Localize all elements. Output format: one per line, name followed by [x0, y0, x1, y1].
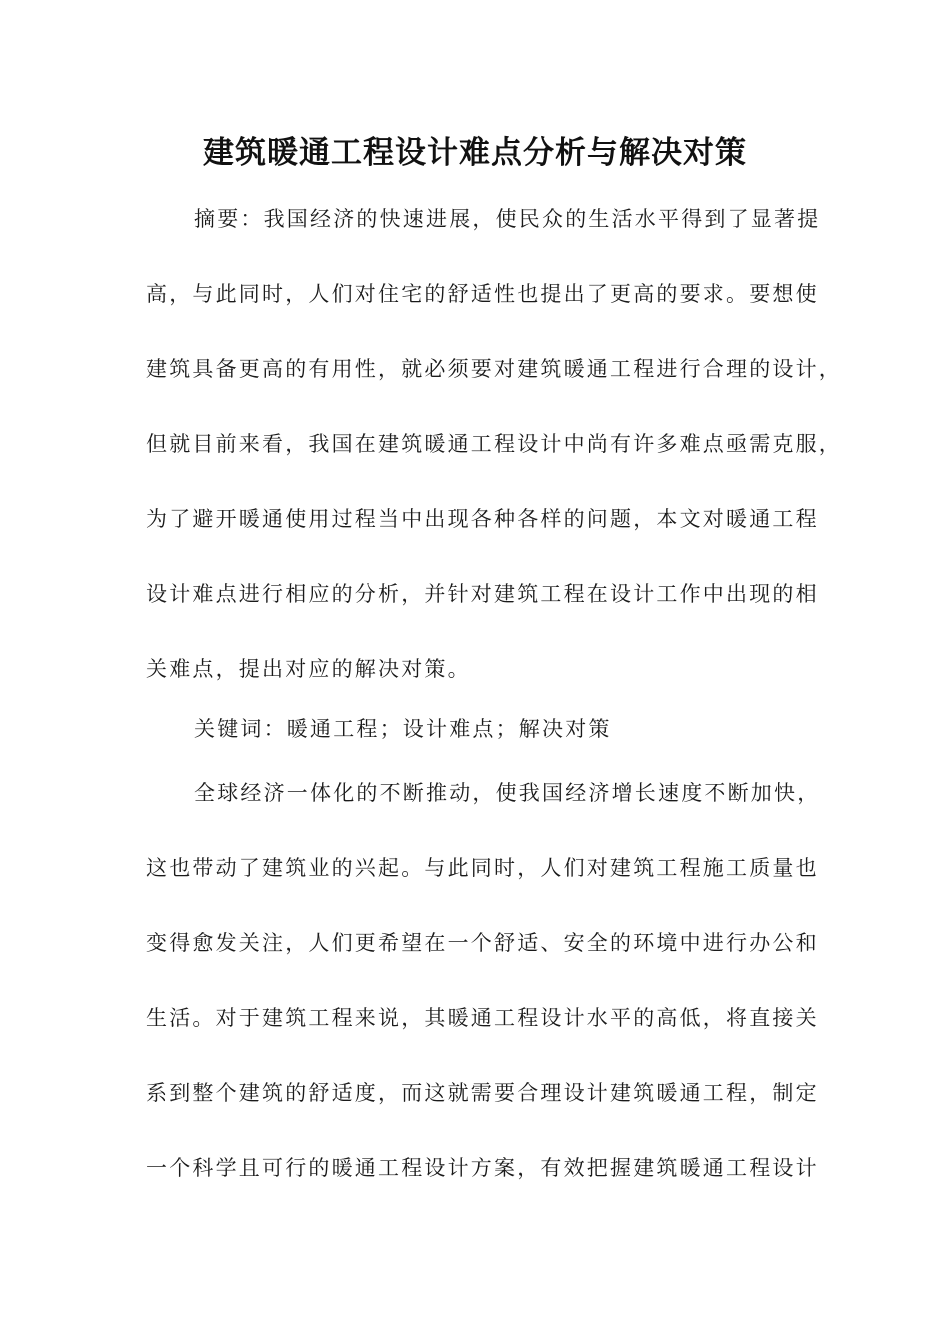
body-line-5: 系到整个建筑的舒适度，而这就需要合理设计建筑暖通工程，制定 [146, 1081, 819, 1105]
keywords-line: 关键词：暖通工程；设计难点；解决对策 [194, 717, 612, 741]
body-line-2: 这也带动了建筑业的兴起。与此同时，人们对建筑工程施工质量也 [146, 856, 819, 880]
body-line-4: 生活。对于建筑工程来说，其暖通工程设计水平的高低，将直接关 [146, 1006, 819, 1030]
abstract-line-4: 但就目前来看，我国在建筑暖通工程设计中尚有许多难点亟需克服， [146, 432, 842, 456]
body-line-3: 变得愈发关注，人们更希望在一个舒适、安全的环境中进行办公和 [146, 931, 819, 955]
abstract-line-3: 建筑具备更高的有用性，就必须要对建筑暖通工程进行合理的设计， [146, 357, 842, 381]
abstract-line-6: 设计难点进行相应的分析，并针对建筑工程在设计工作中出现的相 [146, 582, 819, 606]
abstract-line-5: 为了避开暖通使用过程当中出现各种各样的问题，本文对暖通工程 [146, 507, 819, 531]
body-line-6: 一个科学且可行的暖通工程设计方案，有效把握建筑暖通工程设计 [146, 1156, 819, 1180]
document-title: 建筑暖通工程设计难点分析与解决对策 [203, 135, 747, 171]
abstract-line-1: 摘要：我国经济的快速进展，使民众的生活水平得到了显著提 [194, 207, 821, 231]
abstract-line-7: 关难点，提出对应的解决对策。 [146, 657, 471, 681]
body-line-1: 全球经济一体化的不断推动，使我国经济增长速度不断加快， [194, 781, 821, 805]
abstract-line-2: 高，与此同时，人们对住宅的舒适性也提出了更高的要求。要想使 [146, 282, 819, 306]
